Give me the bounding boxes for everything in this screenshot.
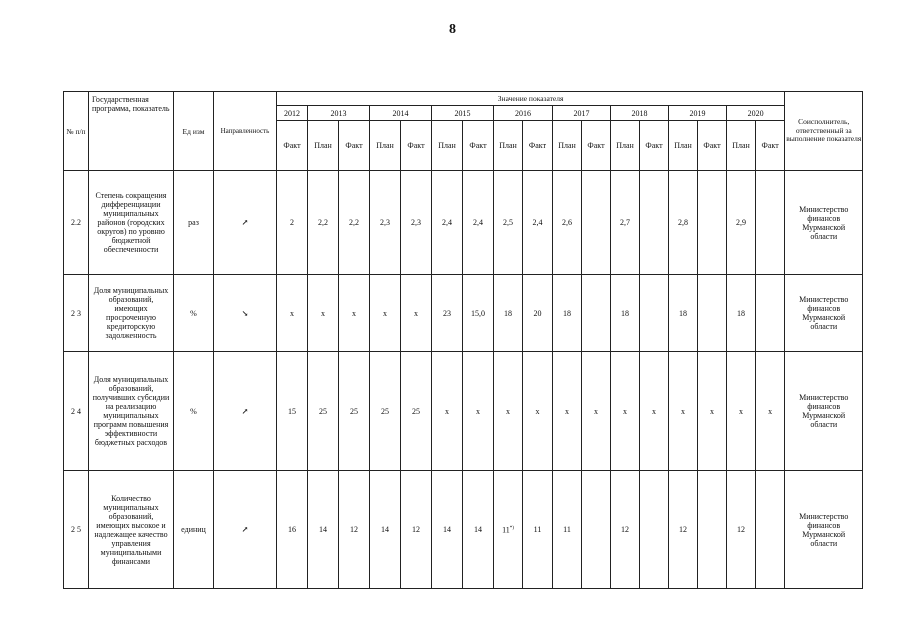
- value-cell: x: [463, 352, 494, 471]
- sub-header: План: [370, 121, 401, 171]
- value-cell: 15,0: [463, 275, 494, 352]
- value-cell: 23: [432, 275, 463, 352]
- responsible: Министерство финансов Мурманской области: [785, 275, 863, 352]
- sub-header: Факт: [582, 121, 611, 171]
- value-cell: 25: [401, 352, 432, 471]
- value-cell: [698, 171, 727, 275]
- page-number: 8: [449, 22, 456, 37]
- sub-header: Факт: [698, 121, 727, 171]
- value-cell: x: [727, 352, 756, 471]
- sub-header: Факт: [463, 121, 494, 171]
- value-cell: 18: [727, 275, 756, 352]
- value-cell: 25: [339, 352, 370, 471]
- value-cell: x: [611, 352, 640, 471]
- value-cell: 15: [277, 352, 308, 471]
- value-cell: x: [370, 275, 401, 352]
- value-cell: [582, 171, 611, 275]
- value-cell: 12: [727, 471, 756, 589]
- sub-header: План: [727, 121, 756, 171]
- sub-header: План: [611, 121, 640, 171]
- sub-header: План: [308, 121, 339, 171]
- value-cell: 20: [523, 275, 553, 352]
- value-cell: 2,3: [370, 171, 401, 275]
- row-number: 2 3: [64, 275, 89, 352]
- header-num: № п/п: [64, 92, 89, 171]
- value-cell: x: [339, 275, 370, 352]
- value-cell: 2,3: [401, 171, 432, 275]
- value-cell: 12: [339, 471, 370, 589]
- value-cell: x: [277, 275, 308, 352]
- value-cell: [698, 275, 727, 352]
- value-cell: 2,8: [669, 171, 698, 275]
- value-cell: [494, 471, 523, 589]
- value-cell: x: [698, 352, 727, 471]
- table-row: [64, 275, 863, 352]
- value-cell: [640, 275, 669, 352]
- year-2020: 2020: [727, 106, 785, 121]
- value-cell: 12: [401, 471, 432, 589]
- value-cell: 18: [611, 275, 640, 352]
- year-2017: 2017: [553, 106, 611, 121]
- sub-header: План: [669, 121, 698, 171]
- arrow-up-right-icon: ↗: [214, 171, 277, 275]
- value-cell: 14: [432, 471, 463, 589]
- value-cell: x: [523, 352, 553, 471]
- unit: %: [174, 275, 214, 352]
- header-values: Значение показателя: [277, 92, 785, 106]
- value-cell: 2,7: [611, 171, 640, 275]
- value-cell: 18: [553, 275, 582, 352]
- row-number: 2 4: [64, 352, 89, 471]
- value-cell: x: [756, 352, 785, 471]
- unit: единиц: [174, 471, 214, 589]
- indicator-name: Доля муниципальных образований, получивших субсидии на реализацию муниципальных программ повышения эффективности бюджетных расходов: [89, 352, 174, 471]
- value-cell: 25: [308, 352, 339, 471]
- indicator-name: Количество муниципальных образований, имеющих высокое и надлежащее качество управления муниципальными финансами: [89, 471, 174, 589]
- value-cell: 2,4: [463, 171, 494, 275]
- indicator-name: Степень сокращения дифференциации муниципальных районов (городских округов) по уровню бюджетной обеспеченности: [89, 171, 174, 275]
- value-cell: 2,2: [308, 171, 339, 275]
- value-cell: [640, 471, 669, 589]
- value-cell: [582, 471, 611, 589]
- arrow-down-right-icon: ↘: [214, 275, 277, 352]
- sub-header: Факт: [401, 121, 432, 171]
- header-responsible: Соисполнитель, ответственный за выполнение показателя: [785, 92, 863, 171]
- value-cell: x: [553, 352, 582, 471]
- value-cell: 2,6: [553, 171, 582, 275]
- sub-header: Факт: [339, 121, 370, 171]
- value-cell: 2,2: [339, 171, 370, 275]
- responsible: Министерство финансов Мурманской области: [785, 352, 863, 471]
- year-2015: 2015: [432, 106, 494, 121]
- indicators-table: [63, 91, 863, 589]
- value-cell: x: [401, 275, 432, 352]
- sub-header: Факт: [277, 121, 308, 171]
- row-number: 2.2: [64, 171, 89, 275]
- year-2012: 2012: [277, 106, 308, 121]
- sub-header: Факт: [756, 121, 785, 171]
- sub-header: План: [432, 121, 463, 171]
- value-cell: [640, 171, 669, 275]
- value-cell: x: [582, 352, 611, 471]
- value-cell: x: [640, 352, 669, 471]
- table-row: [64, 171, 863, 275]
- value-cell: x: [669, 352, 698, 471]
- value-cell: 14: [308, 471, 339, 589]
- value-cell: 2,5: [494, 171, 523, 275]
- table-row: [64, 352, 863, 471]
- value-cell: 12: [669, 471, 698, 589]
- value-cell: 2,9: [727, 171, 756, 275]
- value-cell: 14: [370, 471, 401, 589]
- responsible: Министерство финансов Мурманской области: [785, 171, 863, 275]
- footnote-mark: *): [509, 526, 514, 532]
- value-cell: 2,4: [432, 171, 463, 275]
- header-unit: Ед изм: [174, 92, 214, 171]
- sub-header: Факт: [640, 121, 669, 171]
- value-cell: [698, 471, 727, 589]
- unit: раз: [174, 171, 214, 275]
- header-direction: Направленность: [214, 92, 277, 171]
- value-cell: 18: [669, 275, 698, 352]
- value-cell: 11: [553, 471, 582, 589]
- year-2014: 2014: [370, 106, 432, 121]
- value-cell: [756, 275, 785, 352]
- value-cell: [756, 471, 785, 589]
- value-cell: x: [308, 275, 339, 352]
- value-cell: 25: [370, 352, 401, 471]
- sub-header: План: [494, 121, 523, 171]
- header-name: Государственная программа, показатель: [89, 92, 174, 171]
- value-text: 11: [502, 525, 510, 535]
- table-row: [64, 471, 863, 589]
- value-cell: 18: [494, 275, 523, 352]
- value-cell: [582, 275, 611, 352]
- value-cell: x: [432, 352, 463, 471]
- value-cell: 11: [523, 471, 553, 589]
- value-cell: 14: [463, 471, 494, 589]
- unit: %: [174, 352, 214, 471]
- value-cell: 2,4: [523, 171, 553, 275]
- row-number: 2 5: [64, 471, 89, 589]
- value-cell: x: [494, 352, 523, 471]
- value-cell: 16: [277, 471, 308, 589]
- indicator-name: Доля муниципальных образований, имеющих просроченную кредиторскую задолженность: [89, 275, 174, 352]
- value-cell: 2: [277, 171, 308, 275]
- value-cell: [756, 171, 785, 275]
- year-2013: 2013: [308, 106, 370, 121]
- arrow-up-right-icon: ↗: [214, 352, 277, 471]
- year-2018: 2018: [611, 106, 669, 121]
- year-2016: 2016: [494, 106, 553, 121]
- sub-header: План: [553, 121, 582, 171]
- value-cell: 12: [611, 471, 640, 589]
- responsible: Министерство финансов Мурманской области: [785, 471, 863, 589]
- year-2019: 2019: [669, 106, 727, 121]
- sub-header: Факт: [523, 121, 553, 171]
- arrow-up-right-icon: ↗: [214, 471, 277, 589]
